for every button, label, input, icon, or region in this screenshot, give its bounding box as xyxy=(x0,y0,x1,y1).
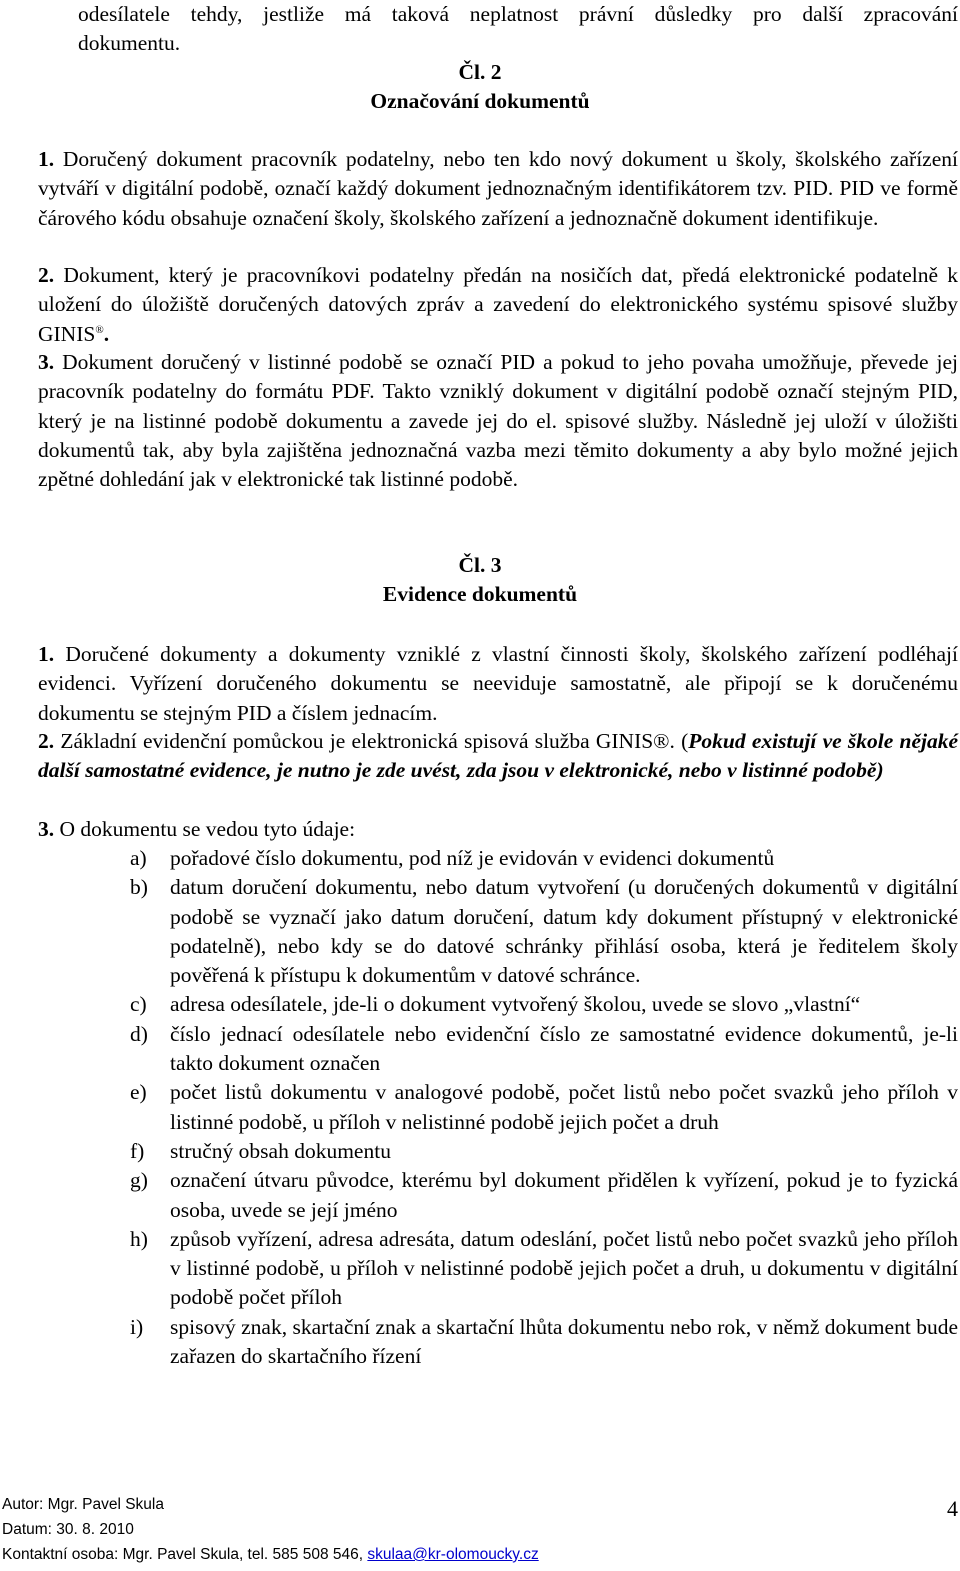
footer-date: Datum: 30. 8. 2010 xyxy=(2,1521,134,1538)
list-item-text: pořadové číslo dokumentu, pod níž je evidován v evidenci dokumentů xyxy=(170,846,775,870)
list-item-text: označení útvaru původce, kterému byl dokument přidělen k vyřízení, pokud je to fyzická osoba, uvede se její jméno xyxy=(170,1168,958,1222)
list-item xyxy=(130,873,958,990)
list-item xyxy=(130,1078,958,1137)
list-item xyxy=(130,1313,958,1372)
article-3-header xyxy=(0,551,960,610)
list-item xyxy=(130,1225,958,1313)
paragraph-number: 2. xyxy=(38,729,55,753)
email-link[interactable]: skulaa@kr-olomoucky.cz xyxy=(367,1546,539,1563)
article-2-heading: Čl. 2 xyxy=(458,60,502,84)
paragraph-number: 3. xyxy=(38,817,55,841)
footer-contact-text: Kontaktní osoba: Mgr. Pavel Skula, tel. 585 508 546, xyxy=(2,1546,368,1563)
paragraph-number: 2. xyxy=(38,263,55,287)
list-marker: i) xyxy=(130,1314,144,1339)
list-item-text: adresa odesílatele, jde-li o dokument vytvořený školou, uvede se slovo „vlastní“ xyxy=(170,992,861,1017)
list-marker: c) xyxy=(130,992,147,1017)
list-marker: d) xyxy=(130,1021,148,1046)
record-items-list xyxy=(130,844,958,1371)
paragraph-end: . xyxy=(103,321,110,346)
list-item xyxy=(130,1166,958,1225)
page-footer xyxy=(2,1492,539,1567)
paragraph-text: Doručené dokumenty a dokumenty vzniklé z vlastní činnosti školy, školského zařízení podléhají evidenci. Vyřízení doručeného dokumentu se neeviduje samostatně, ale připojí se k doručenému dokumentu se stejným PID a číslem jednacím. xyxy=(38,642,958,725)
article-3-title: Evidence dokumentů xyxy=(382,582,578,607)
article-3-heading: Čl. 3 xyxy=(458,553,502,577)
paragraph-number: 1. xyxy=(38,147,55,171)
article-3-paragraph-3 xyxy=(38,815,958,844)
registered-mark: ® xyxy=(95,323,104,336)
article-2-paragraph-1 xyxy=(38,145,958,233)
footer-author: Autor: Mgr. Pavel Skula xyxy=(2,1496,164,1513)
list-marker: b) xyxy=(130,875,148,900)
intro-line-2: dokumentu. xyxy=(78,31,181,56)
article-3-paragraph-1 xyxy=(38,640,958,728)
paragraph-number: 3. xyxy=(38,350,55,374)
intro-line-1: odesílatele tehdy, jestliže má taková neplatnost právní důsledky pro další zpracování xyxy=(78,2,958,26)
article-2-title: Označování dokumentů xyxy=(370,89,590,114)
article-3-paragraph-2 xyxy=(38,727,958,786)
page-number: 4 xyxy=(947,1496,958,1521)
intro-paragraph xyxy=(78,0,958,59)
list-marker: a) xyxy=(130,846,147,870)
list-marker: f) xyxy=(130,1138,145,1163)
paragraph-emphasis: Pokud existují ve škole nějaké další samostatné evidence, je nutno je zde uvést, zda jsou v elektronické, nebo v listinné podobě) xyxy=(38,729,959,783)
footer-contact xyxy=(2,1542,539,1567)
list-item-text: stručný obsah dokumentu xyxy=(170,1138,391,1163)
list-item-text: způsob vyřízení, adresa adresáta, datum odeslání, počet listů nebo počet svazků jeho příloh v listinné podobě, u příloh v nelistinné podobě jejich počet a druh, u dokumentu v digitální podobě počet příloh xyxy=(170,1226,958,1310)
paragraph-number: 1. xyxy=(38,642,55,666)
paragraph-text: Dokument doručený v listinné podobě se označí PID a pokud to jeho povaha umožňuje, převede jej pracovník podatelny do formátu PDF. Takto vzniklý dokument v digitální podobě označí stejným PID, který je na listinné podobě dokumentu a zavede jej do el. spisové služby. Následně jej uloží v úložišti dokumentů tak, aby byla zajištěna jednoznačná vazba mezi těmito dokumenty a aby bylo možné jejich zpětné dohledání jak v elektronické tak listinné podobě. xyxy=(38,350,958,492)
paragraph-text: O dokumentu se vedou tyto údaje: xyxy=(59,817,356,841)
article-2-paragraph-2 xyxy=(38,261,958,349)
list-marker: g) xyxy=(130,1168,148,1193)
list-marker: h) xyxy=(130,1226,148,1251)
list-item xyxy=(130,844,958,873)
list-item-text: počet listů dokumentu v analogové podobě, počet listů nebo počet svazků jeho příloh v listinné podobě, u příloh v nelistinné podobě jejich počet a druh xyxy=(170,1080,958,1134)
paragraph-text: Doručený dokument pracovník podatelny, nebo ten kdo nový dokument u školy, školského zařízení vytváří v digitální podobě, označí každý dokument jednoznačným identifikátorem tzv. PID. PID ve formě čárového kódu obsahuje označení školy, školského zařízení a jednoznačně dokument identifikuje. xyxy=(38,147,958,230)
article-2-header xyxy=(0,58,960,117)
list-item-text: číslo jednací odesílatele nebo evidenční číslo ze samostatné evidence dokumentů, je-li takto dokument označen xyxy=(170,1021,958,1076)
article-2-paragraph-3 xyxy=(38,348,958,494)
list-item-text: datum doručení dokumentu, nebo datum vytvoření (u doručených dokumentů v digitální podobě se vyznačí jako datum doručení, datum kdy dokument přístupný v elektronické podatelně), nebo kdy se do datové schránky přihlásí osoba, která je ředitelem školy pověřená k přístupu k dokumentům v datové schránce. xyxy=(170,875,958,988)
list-marker: e) xyxy=(130,1080,147,1105)
list-item-text: spisový znak, skartační znak a skartační lhůta dokumentu nebo rok, v němž dokument bude zařazen do skartačního řízení xyxy=(170,1314,958,1369)
list-item xyxy=(130,1137,958,1166)
list-item xyxy=(130,990,958,1019)
paragraph-text: Základní evidenční pomůckou je elektronická spisová služba GINIS®. ( xyxy=(60,729,689,753)
list-item xyxy=(130,1020,958,1079)
paragraph-text: Dokument, který je pracovníkovi podatelny předán na nosičích dat, předá elektronické podatelně k uložení do úložiště doručených datových zpráv a zavedení do elektronického systému spisové služby GINIS xyxy=(38,263,958,346)
